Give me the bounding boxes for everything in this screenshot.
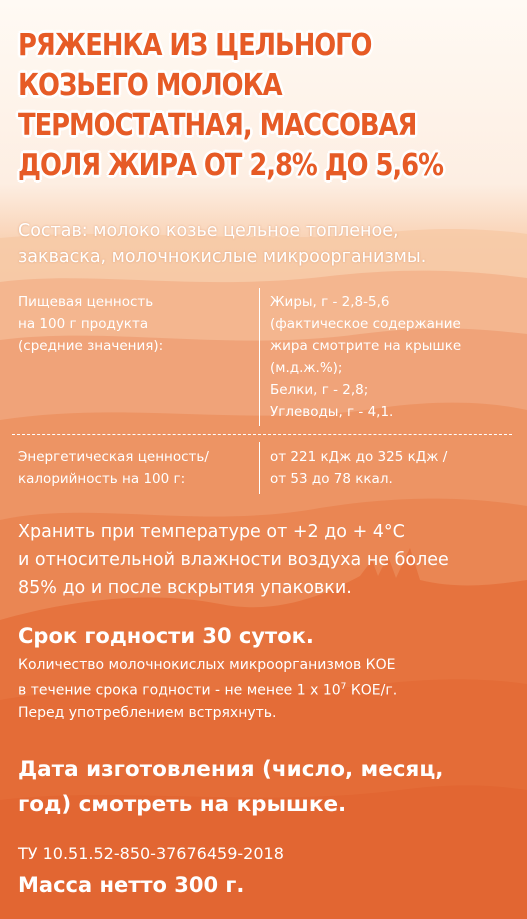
nutrition-value-line: Углеводы, г - 4,1. bbox=[270, 404, 394, 420]
energy-label-line: калорийность на 100 г: bbox=[18, 471, 186, 487]
microbes-line bbox=[18, 676, 397, 702]
production-date bbox=[18, 752, 443, 822]
shelf-life: Срок годности 30 суток. bbox=[18, 624, 314, 648]
microbes-line: Количество молочнокислых микроорганизмов КОЕ bbox=[18, 657, 396, 673]
nutrition-value-line: (фактическое содержание bbox=[270, 316, 461, 332]
nutrition-label-line: Пищевая ценность bbox=[18, 294, 154, 310]
product-title bbox=[18, 26, 525, 186]
nutrition-values bbox=[270, 291, 461, 423]
microbes-count-suffix: КОЕ/г. bbox=[346, 682, 398, 699]
nutrition-label-line: (средние значения): bbox=[18, 338, 164, 354]
energy-label-line: Энергетическая ценность/ bbox=[18, 449, 209, 465]
title-line: ДОЛЯ ЖИРА ОТ 2,8% ДО 5,6% bbox=[18, 148, 443, 183]
nutrition-value-line: жира смотрите на крышке bbox=[270, 338, 462, 354]
storage-line: 85% до и после вскрытия упаковки. bbox=[18, 578, 352, 598]
composition-text bbox=[18, 218, 518, 270]
table-divider-vertical bbox=[259, 288, 260, 426]
nutrition-value-line: (м.д.ж.%); bbox=[270, 360, 343, 376]
nutrition-value-line: Жиры, г - 2,8-5,6 bbox=[270, 294, 390, 310]
production-date-line: год) смотреть на крышке. bbox=[18, 792, 347, 817]
energy-values bbox=[270, 446, 447, 490]
technical-spec: ТУ 10.51.52-850-37676459-2018 bbox=[18, 844, 284, 863]
microbes-line: Перед употреблением встряхнуть. bbox=[18, 704, 277, 721]
microbes-info bbox=[18, 654, 397, 724]
nutrition-label bbox=[18, 291, 163, 357]
storage-line: Хранить при температуре от +2 до + 4°С bbox=[18, 522, 405, 542]
production-date-line: Дата изготовления (число, месяц, bbox=[18, 757, 444, 782]
microbes-exponent: 7 bbox=[340, 682, 347, 692]
energy-value-line: от 221 кДж до 325 кДж / bbox=[270, 449, 448, 465]
title-line: КОЗЬЕГО МОЛОКА bbox=[18, 68, 282, 103]
storage-line: и относительной влажности воздуха не более bbox=[18, 550, 449, 570]
table-divider-horizontal bbox=[12, 434, 512, 435]
storage-conditions bbox=[18, 518, 449, 602]
nutrition-value-line: Белки, г - 2,8; bbox=[270, 382, 369, 398]
nutrition-label-line: на 100 г продукта bbox=[18, 316, 149, 332]
energy-label bbox=[18, 446, 209, 490]
net-mass: Масса нетто 300 г. bbox=[18, 873, 245, 897]
title-line: ТЕРМОСТАТНАЯ, МАССОВАЯ bbox=[18, 108, 417, 143]
microbes-count-prefix: в течение срока годности - не менее 1 x 10 bbox=[18, 682, 341, 699]
table-divider-vertical bbox=[259, 442, 260, 494]
energy-value-line: от 53 до 78 ккал. bbox=[270, 471, 393, 487]
composition-line: закваска, молочнокислые микроорганизмы. bbox=[18, 247, 427, 267]
composition-line: Состав: молоко козье цельное топленое, bbox=[18, 221, 399, 241]
title-line: РЯЖЕНКА ИЗ ЦЕЛЬНОГО bbox=[18, 28, 372, 63]
